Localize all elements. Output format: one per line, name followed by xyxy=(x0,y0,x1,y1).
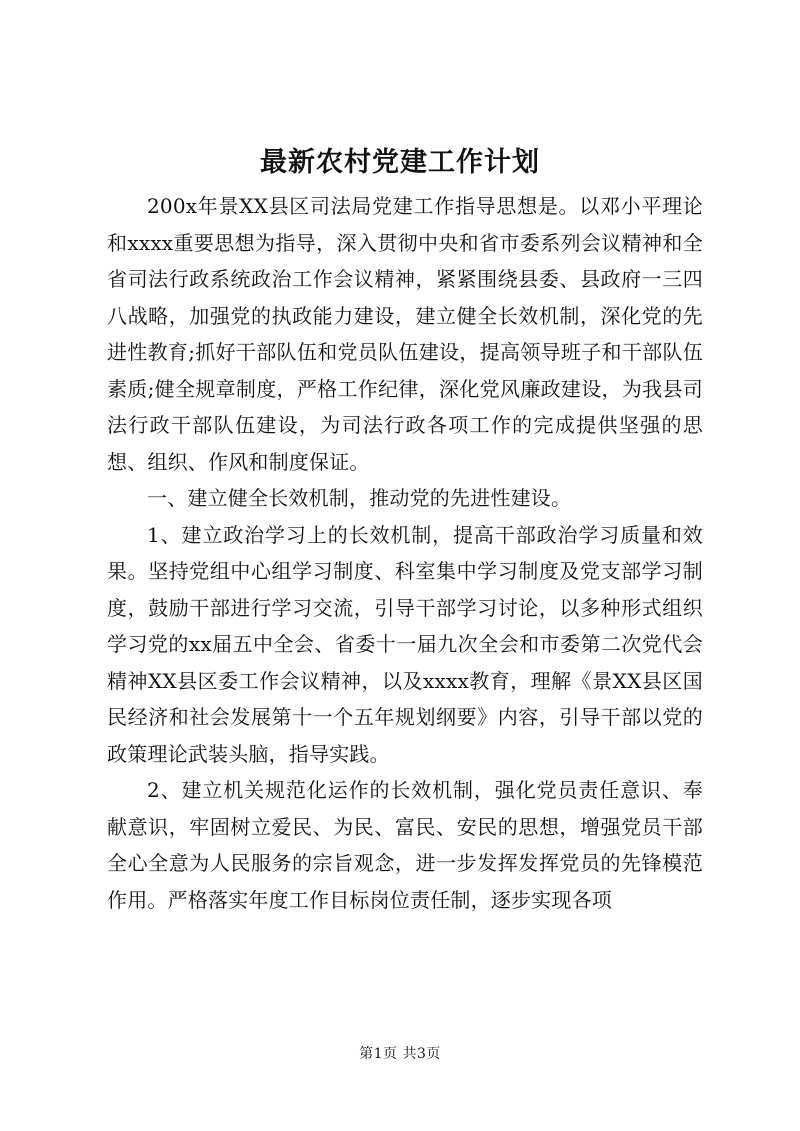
section-heading-1: 一、建立健全长效机制，推动党的先进性建设。 xyxy=(147,486,572,510)
page-footer: 第1页 共3页 xyxy=(359,1046,441,1062)
paragraph-guiding-ideology: 200x年景XX县区司法局党建工作指导思想是。以邓小平理论和xxxx重要思想为指导，深入贯彻中央和省市委系列会议精神和全省司法行政系统政治工作会议精神，紧紧围绕县委、县政府一三四八战略，加强党的执政能力建设，建立健全长效机制，深化党的先进性教育;抓好干部队伍和党员队伍建设，提高领导班子和干部队伍素质;健全规章制度，严格工作纪律，深化党风廉政建设，为我县司法行政干部队伍建设，为司法行政各项工作的完成提供坚强的思想、组织、作风和制度保证。 xyxy=(107,194,703,474)
document-body xyxy=(107,188,703,918)
paragraph-item-2: 2、建立机关规范化运作的长效机制，强化党员责任意识、奉献意识，牢固树立爱民、为民、富民、安民的思想，增强党员干部全心全意为人民服务的宗旨观念，进一步发挥发挥党员的先锋模范作用。严格落实年度工作目标岗位责任制，逐步实现各项 xyxy=(107,778,703,912)
document-title: 最新农村党建工作计划 xyxy=(260,147,540,178)
paragraph-item-1: 1、建立政治学习上的长效机制，提高干部政治学习质量和效果。坚持党组中心组学习制度、科室集中学习制度及党支部学习制度，鼓励干部进行学习交流，引导干部学习讨论，以多种形式组织学习党的xx届五中全会、省委十一届九次全会和市委第二次党代会精神XX县区委工作会议精神，以及xxxx教育，理解《景XX县区国民经济和社会发展第十一个五年规划纲要》内容，引导干部以党的政策理论武装头脑，指导实践。 xyxy=(107,522,703,766)
